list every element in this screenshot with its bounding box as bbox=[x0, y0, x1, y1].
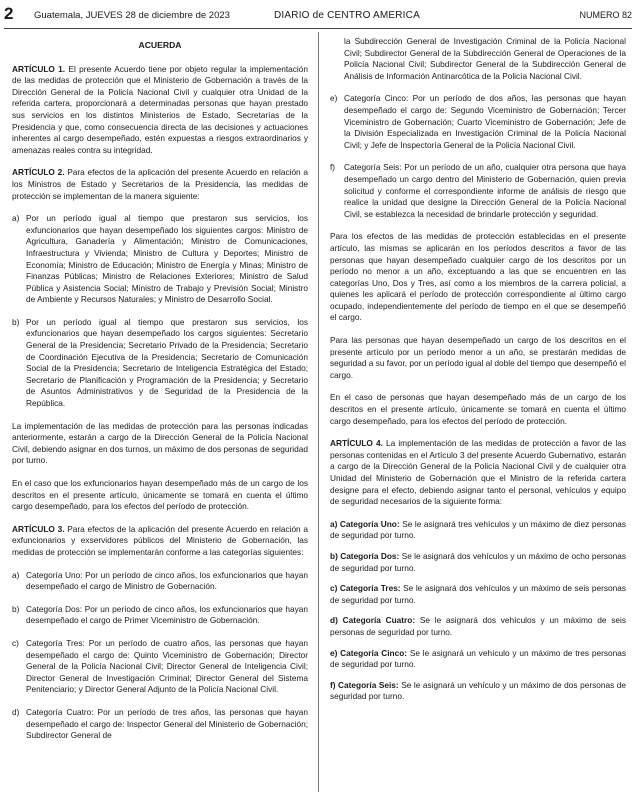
article-4-item-f bbox=[330, 680, 626, 703]
category-label: b) Categoría Dos: bbox=[330, 550, 400, 561]
paragraph-implementation: La implementación de las medidas de protección para las personas indicadas anteriormente, estarán a cargo de la Dirección General de la Policía Nacional Civil, debiendo asignar en dos turnos, un máximo de dos personas de seguridad por turno. bbox=[12, 420, 308, 466]
category-text: Se le asignará dos vehículos y un máximo de seis personas de seguridad por turno. bbox=[330, 583, 626, 605]
article-3-item-d-continued: la Subdirección General de Investigación Criminal de la Policía Nacional Civil; Subdirector General de la Subdirección General de Operaciones de la Policía Nacional Civil; Subdirector General de la Subdirección General de Análisis de Información Antinarcótica de la Policía Nacional Civil. bbox=[344, 36, 626, 81]
article-4-item-d bbox=[330, 615, 626, 638]
article-3-item-a bbox=[12, 570, 308, 593]
category-label: e) Categoría Cinco: bbox=[330, 647, 408, 658]
category-label: c) Categoría Tres: bbox=[330, 583, 401, 594]
item-letter: a) bbox=[12, 213, 20, 224]
category-text: Se le asignará un vehículo y un máximo de tres personas de seguridad por turno. bbox=[330, 647, 626, 670]
category-text: Se le asignará dos vehículos y un máximo de seis personas de seguridad por turno. bbox=[330, 615, 626, 637]
item-text: Categoría Cuatro: Por un período de tres años, las personas que hayan desempeñado el cargo de: Inspector General del Ministerio de Gobernación; Subdirector General de bbox=[26, 706, 308, 741]
paragraph-less-than-year: Para las personas que hayan desempeñado un cargo de los descritos en el presente artículo por un período menor a un año, se prestarán medidas de seguridad a su favor, por un período igual al doble del tiempo que desempeñó el cargo. bbox=[330, 335, 626, 380]
item-letter: b) bbox=[12, 316, 20, 327]
article-3-item-b bbox=[12, 604, 308, 627]
item-text: Por un período igual al tiempo que prestaron sus servicios, los exfuncionarios que hayan desempeñado los siguientes cargos: Ministro de Agricultura, Ganadería y Alimentación; Ministro de Comunicaciones, Infraestructura y Vivienda; Ministro de Cultura y Deportes; Ministro de Economía; Ministro de Educación; Ministro de Energía y Minas; Ministro de Finanzas Públicas; Ministro de Relaciones Exteriores; Ministro de Salud Pública y Asistencia Social; Ministro de Trabajo y Previsión Social; Ministro de Ambiente y Recursos Naturales; y Ministro de Desarrollo Social. bbox=[26, 213, 308, 305]
page-number: 2 bbox=[4, 4, 14, 23]
header-date: Guatemala, JUEVES 28 de diciembre de 2023 bbox=[34, 10, 230, 21]
article-2-text: Para efectos de la aplicación del presente Acuerdo en relación a los Ministros de Estado y Secretarios de la Presidencia, las medidas de protección se implementan de la manera siguiente: bbox=[12, 167, 309, 201]
item-text: Categoría Seis: Por un período de un año, cualquier otra persona que haya desempeñado un cargo dentro del Ministerio de Gobernación, quien previa solicitud y conforme el correspondiente informe de análisis de riesgo que realice la unidad que designe la Dirección General de la Policía Nacional Civil, se establezca la necesidad de brindarle protección y seguridad. bbox=[344, 162, 626, 219]
paragraph-multiple-positions: En el caso de personas que hayan desempeñado más de un cargo de los descritos en el presente artículo, únicamente se tomará en cuenta el último cargo desempeñado, para los efectos del período de protección. bbox=[330, 392, 626, 426]
item-text: Categoría Cinco: Por un período de dos años, las personas que hayan desempeñado el cargo de: Segundo Viceministro de Gobernación; Tercer Viceministro de Gobernación; Cuarto Viceministro de Gobernación; Jefe de la División Especializada en Investigación Criminal de la Policía Nacional Civil; y Jefe de Inspectoría General de la Policía Nacional Civil. bbox=[344, 93, 626, 150]
item-letter: f) bbox=[330, 162, 336, 173]
category-label: d) Categoría Cuatro: bbox=[330, 615, 416, 626]
item-text: Categoría Uno: Por un período de cinco años, los exfuncionarios que hayan desempeñado el cargo de Ministro de Gobernación. bbox=[26, 569, 308, 592]
item-text: Por un período igual al tiempo que prestaron sus servicios, los exfuncionarios que hayan desempeñado los cargos siguientes: Secretario General de la Presidencia; Secretario Privado de la Presidencia; Secretario de Coordinación Ejecutiva de la Presidencia; Secretario de Comunicación Social de la Presidencia; Secretario de Inteligencia Estratégica del Estado; Secretario de Planificación y Programación de la Presidencia; y Secretario de Asuntos Administrativos y de Seguridad de la Presidencia de la República. bbox=[26, 316, 308, 409]
article-4-item-b bbox=[330, 551, 626, 574]
section-title: ACUERDA bbox=[138, 40, 182, 50]
issue-number: NUMERO 82 bbox=[579, 10, 632, 20]
newspaper-name: DIARIO de CENTRO AMERICA bbox=[274, 10, 420, 21]
article-1-text: El presente Acuerdo tiene por objeto regular la implementación de las medidas de protección que el Ministerio de Gobernación a través de la Dirección General de la Policía Nacional Civil y cualquier otra Unidad de la referida cartera, proporcionará a determinadas personas que hayan prestado sus servicios en los distintos Ministerios de Estado, Secretarías de la Presidencia y que, como consecuencia directa de las decisiones y actuaciones inherentes al cargo desempeñado, estén expuestas a riesgos extraordinarios y amenazas reales contra su integridad. bbox=[12, 63, 308, 155]
left-column bbox=[12, 34, 308, 753]
article-4-text: La implementación de las medidas de protección a favor de las personas contenidas en el Artículo 3 del presente Acuerdo Gubernativo, estarán a cargo de la Dirección General de la Policía Nacional Civil y de cualquier otra Unidad del Ministerio de Gobernación que el Ministro de la referida cartera designe para el efecto, debiendo asignar tanto el personal, vehículos y equipo de seguridad necesarios de la siguiente forma: bbox=[330, 438, 626, 507]
article-1 bbox=[12, 64, 308, 157]
article-2 bbox=[12, 167, 308, 202]
page-header bbox=[4, 4, 632, 29]
article-4 bbox=[330, 438, 626, 508]
paragraph-protection-periods: Para los efectos de las medidas de protección establecidas en el presente artículo, las mismas se aplicarán en los períodos descritos a favor de las personas que hayan desempeñado cualquier cargo de los descritos por un período no menor a un año, exceptuando a las que se encuentren en las categorías Uno, Dos y Tres, así como a los miembros de la carrera policial, a quienes les aplicará el período de protección correspondiente al último cargo ocupado, independientemente del período de tiempo en el que se desempeñó el cargo. bbox=[330, 231, 626, 323]
article-4-item-e bbox=[330, 648, 626, 671]
article-3-item-f bbox=[330, 162, 626, 220]
article-4-label: ARTÍCULO 4. bbox=[330, 438, 383, 449]
item-letter: a) bbox=[12, 569, 20, 580]
category-text: Se le asignará un vehículo y un máximo de dos personas de seguridad por turno. bbox=[330, 679, 626, 702]
article-4-item-a bbox=[330, 519, 626, 542]
article-2-item-b bbox=[12, 317, 308, 410]
article-3-item-c bbox=[12, 638, 308, 696]
article-3-label: ARTÍCULO 3. bbox=[12, 523, 65, 534]
item-letter: e) bbox=[330, 93, 338, 104]
item-letter: b) bbox=[12, 603, 20, 614]
category-label: a) Categoría Uno: bbox=[330, 518, 400, 529]
item-text: Categoría Dos: Por un período de cinco años, los exfuncionarios que hayan desempeñado el cargo de Primer Viceministro de Gobernación. bbox=[26, 603, 308, 626]
category-text: Se le asignará dos vehículos y un máximo de ocho personas de seguridad por turno. bbox=[330, 550, 626, 573]
article-3-item-e bbox=[330, 93, 626, 151]
article-4-item-c bbox=[330, 583, 626, 606]
item-text: Categoría Tres: Por un período de cuatro años, las personas que hayan desempeñado el cargo de: Quinto Viceministro de Gobernación; Director General de la Policía Nacional Civil; Director General de Inteligencia Civil; Director General de Investigación Criminal; Director General del Sistema Penitenciario; y Director General Adjunto de la Policía Nacional Civil. bbox=[26, 637, 308, 695]
item-letter: d) bbox=[12, 706, 20, 717]
article-1-label: ARTÍCULO 1. bbox=[12, 63, 66, 74]
category-label: f) Categoría Seis: bbox=[330, 679, 399, 690]
item-letter: c) bbox=[12, 637, 19, 648]
article-2-label: ARTÍCULO 2. bbox=[12, 167, 65, 178]
article-2-item-a bbox=[12, 213, 308, 306]
paragraph-multiple-positions: En el caso que los exfuncionarios hayan desempeñado más de un cargo de los descritos en el presente artículo, únicamente se tomará en cuenta el último cargo desempeñado, para los efectos del período de protección. bbox=[12, 478, 308, 512]
article-3-text: Para efectos de la aplicación del presente Acuerdo en relación a exfuncionarios y exservidores públicos del Ministerio de Gobernación, las medidas de protección se implementarán conforme a las categorías siguientes: bbox=[12, 523, 309, 557]
article-3-item-d bbox=[12, 707, 308, 742]
article-3 bbox=[12, 524, 308, 559]
column-divider bbox=[318, 32, 319, 792]
category-text: Se le asignará tres vehículos y un máximo de diez personas de seguridad por turno. bbox=[330, 518, 626, 541]
right-column bbox=[330, 36, 626, 712]
